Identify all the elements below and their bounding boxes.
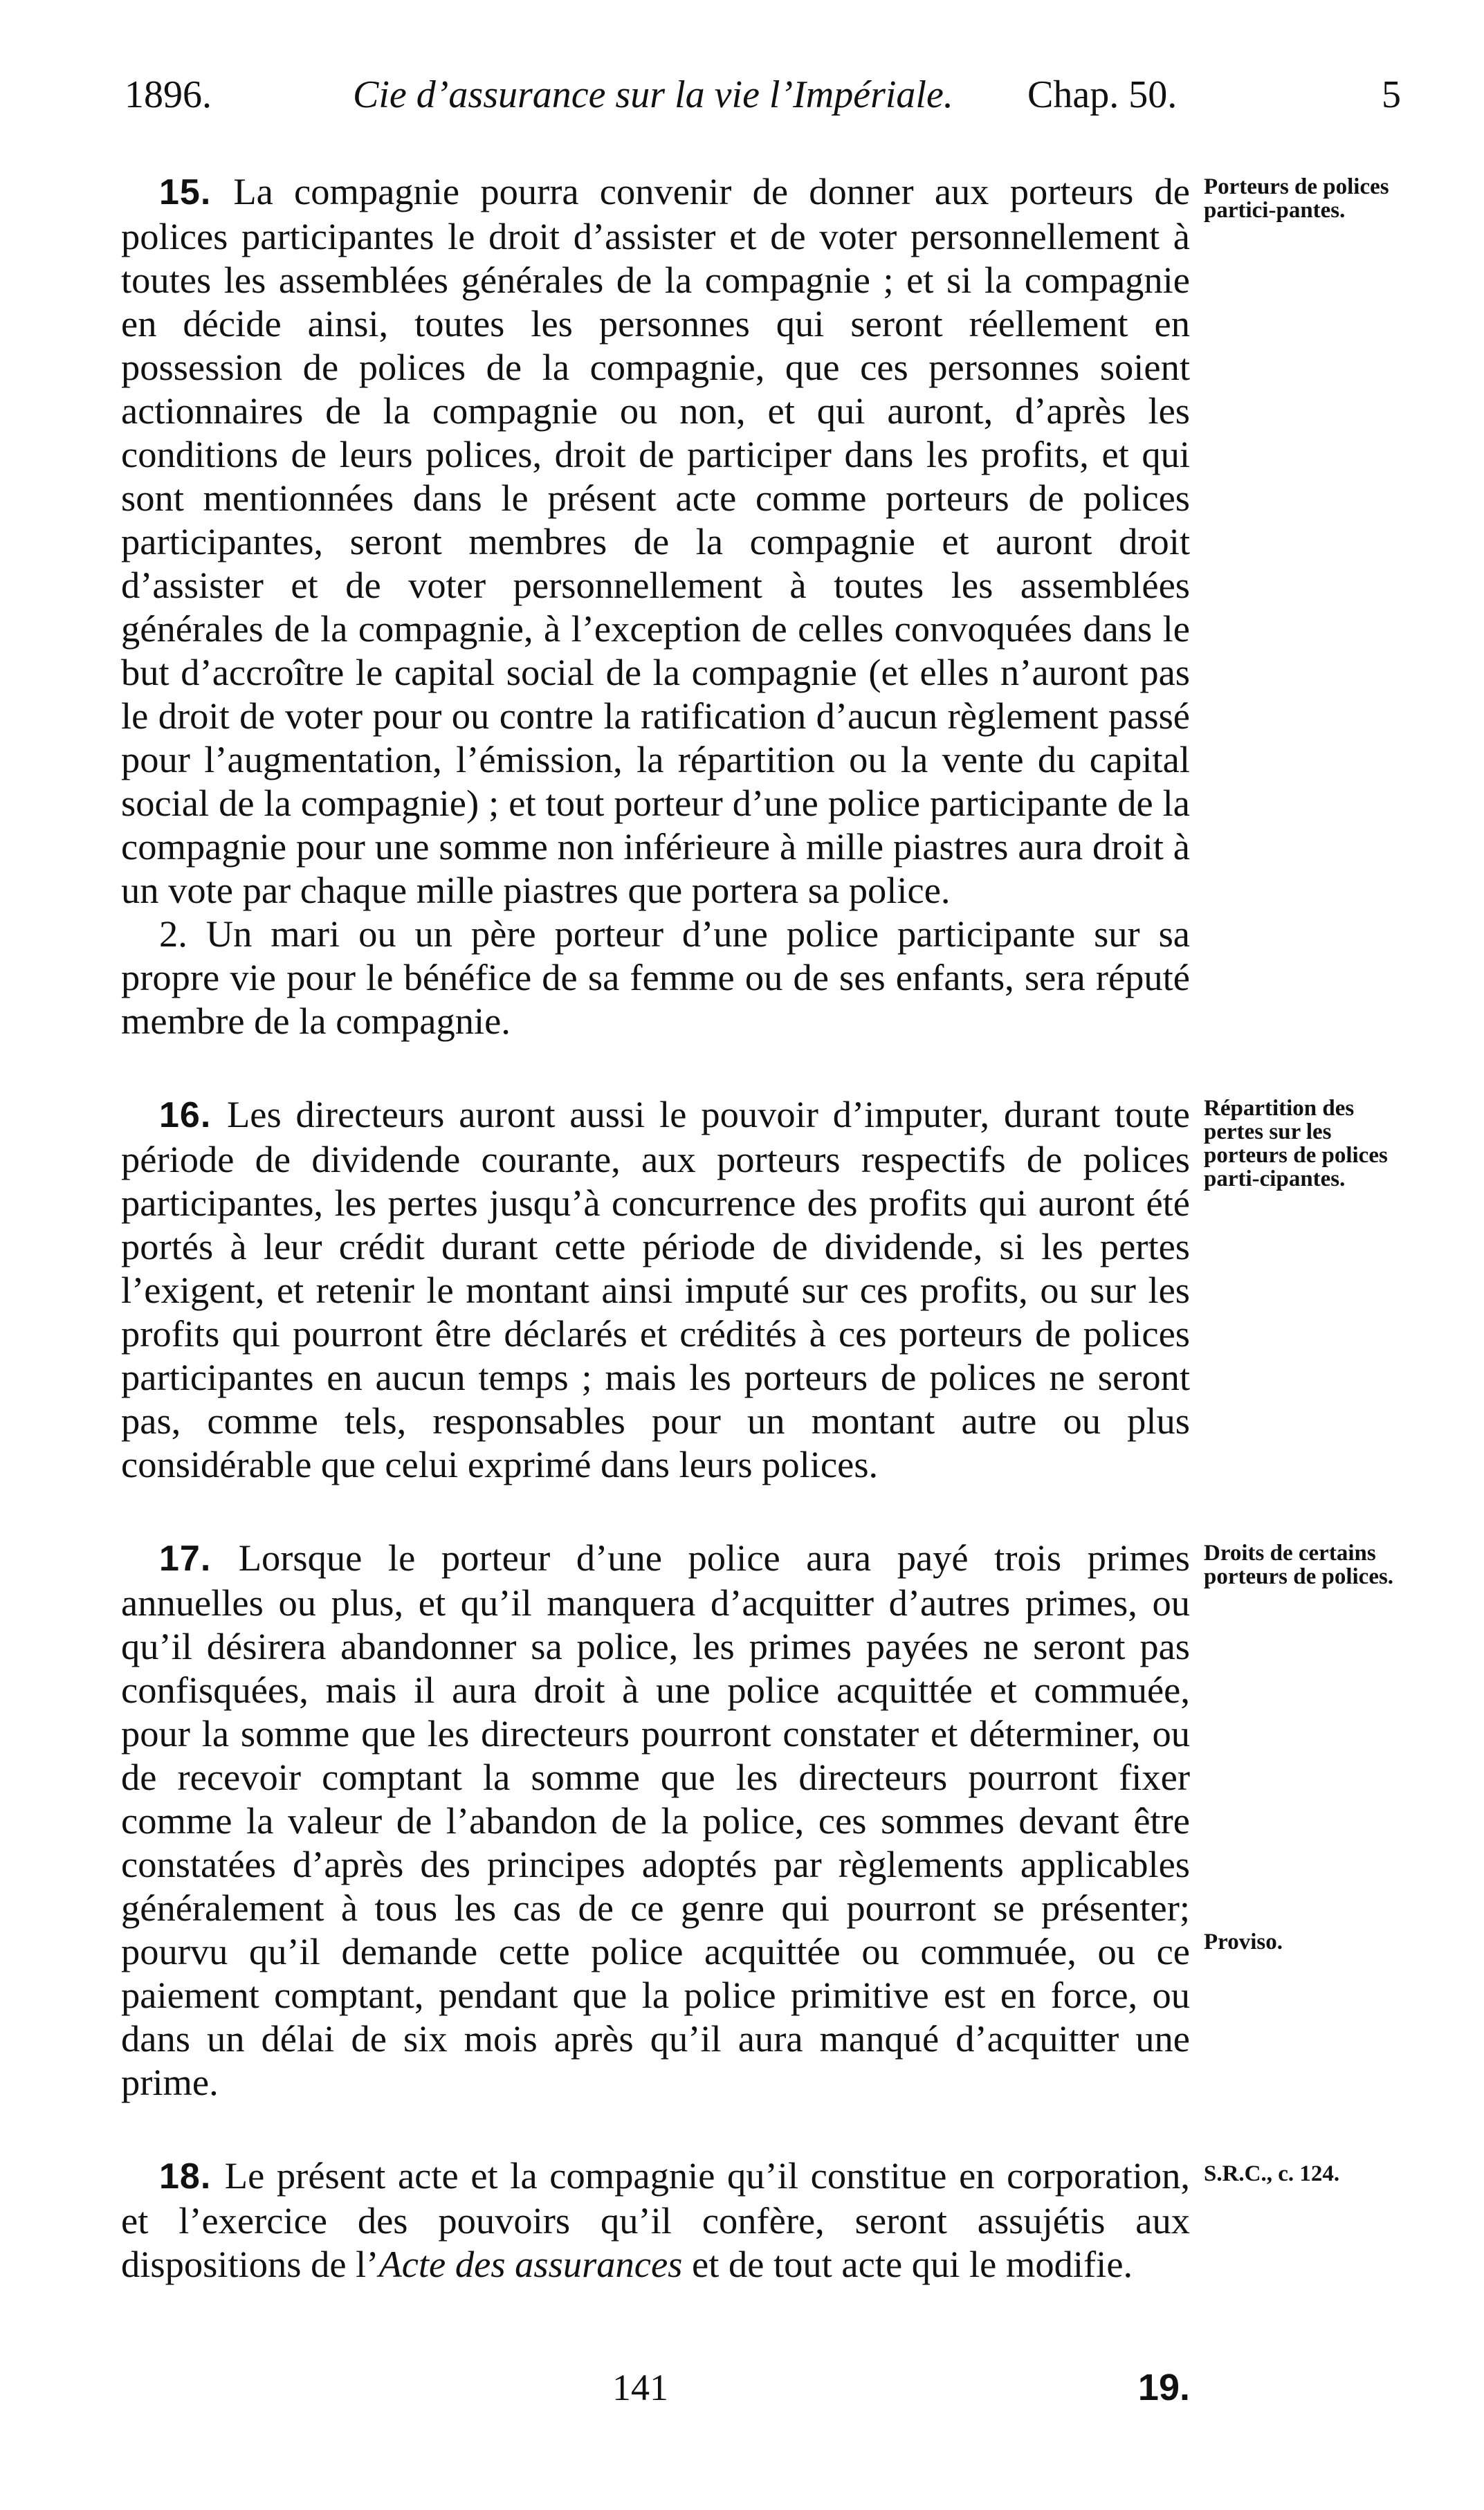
section-15-paragraph-1 <box>121 170 1190 912</box>
section-18-paragraph-1 <box>121 2154 1190 2286</box>
section-15-paragraph-2: 2. Un mari ou un père porteur d’une police participante sur sa propre vie pour le bénéfice de sa femme ou de ses enfants, sera réputé membre de la compagnie. <box>121 913 1190 1042</box>
header-year: 1896. <box>125 73 212 116</box>
section-16-text: Les directeurs auront aussi le pouvoir d’imputer, durant toute période de dividende courante, aux porteurs respectifs de polices participantes, les pertes jusqu’à concurrence des profits qui auront été portés à leur crédit durant cette période de dividende, si les pertes l’exigent, et retenir le montant ainsi imputé sur ces profits, ou sur les profits qui pourront être déclarés et crédités à ces porteurs de polices participantes en aucun temps ; mais les porteurs de polices ne seront pas, comme tels, responsables pour un montant autre ou plus considérable que celui exprimé dans leurs polices. <box>121 1093 1191 1485</box>
header-page-number: 5 <box>1382 73 1401 116</box>
header-chapter: Chap. 50. <box>1027 73 1178 116</box>
section-number-16: 16. <box>159 1095 212 1135</box>
footer-catchword: 19. <box>1137 2367 1190 2408</box>
section-number-18: 18. <box>159 2156 212 2197</box>
page-footer <box>121 2366 1190 2415</box>
margin-note-16: Répartition des pertes sur les porteurs de polices parti-cipantes. <box>1204 1096 1388 1191</box>
section-number-15: 15. <box>159 172 212 212</box>
section-18-text-a: Le présent acte et la compagnie qu’il constitue en corporation, et l’exercice des pouvoirs qu’il confère, seront assujétis aux dispositions de l’ <box>121 2154 1190 2285</box>
footer-folio: 141 <box>612 2367 668 2408</box>
section-15-text: La compagnie pourra convenir de donner aux porteurs de polices participantes le droit d’assister et de voter personnellement à toutes les assemblées générales de la compagnie ; et si la compagnie en décide ainsi, toutes les personnes qui seront réellement en possession de polices de la compagnie, que ces personnes soient actionnaires de la compagnie ou non, et qui auront, d’après les conditions de leurs polices, droit de participer dans les profits, et qui sont mentionnées dans le présent acte comme porteurs de polices participantes, seront membres de la compagnie et auront droit d’assister et de voter personnellement à toutes les assemblées générales de la compagnie, à l’exception de celles convoquées dans le but d’accroître le capital social de la compagnie (et elles n’auront pas le droit de voter pour ou contre la ratification d’aucun règlement passé pour l’augmentation, l’émission, la répartition ou la vente du capital social de la compagnie) ; et tout porteur d’une police participante de la compagnie pour une somme non inférieure à mille piastres aura droit à un vote par chaque mille piastres que portera sa police. <box>121 170 1190 911</box>
section-16-paragraph-1 <box>121 1092 1190 1486</box>
section-15 <box>121 170 1389 1043</box>
section-17 <box>121 1536 1394 2104</box>
section-17-text: Lorsque le porteur d’une police aura payé trois primes annuelles ou plus, et qu’il manquera d’acquitter d’autres primes, ou qu’il désirera abandonner sa police, les primes payées ne seront pas confisquées, mais il aura droit à une police acquittée et commuée, pour la somme que les directeurs pourront constater et déterminer, ou de recevoir comptant la somme que les directeurs pourront fixer comme la valeur de l’abandon de la police, ces sommes devant être constatées d’après des principes adoptés par règlements applicables généralement à tous les cas de ce genre qui pourront se présenter; pourvu qu’il demande cette police acquittée ou commuée, ou ce paiement comptant, pendant que la police primitive est en force, ou dans un délai de six mois après qu’il aura manqué d’acquitter une prime. <box>121 1537 1191 2103</box>
section-number-17: 17. <box>159 1539 212 1579</box>
margin-note-15: Porteurs de polices partici-pantes. <box>1204 174 1389 223</box>
section-18-text-b: et de tout acte qui le modifie. <box>682 2243 1133 2285</box>
margin-note-18: S.R.C., c. 124. <box>1204 2161 1340 2186</box>
margin-note-17-proviso: Proviso. <box>1204 1930 1283 1954</box>
main-text-column <box>121 170 1394 2336</box>
section-16 <box>121 1092 1388 1486</box>
section-17-paragraph-1 <box>121 1536 1190 2104</box>
section-18-act-title: Acte des assurances <box>378 2243 683 2285</box>
margin-note-17: Droits de certains porteurs de polices. <box>1204 1541 1394 1589</box>
header-title: Cie d’assurance sur la vie l’Impériale. <box>353 73 953 116</box>
section-18 <box>121 2154 1340 2286</box>
running-header <box>125 73 1401 128</box>
